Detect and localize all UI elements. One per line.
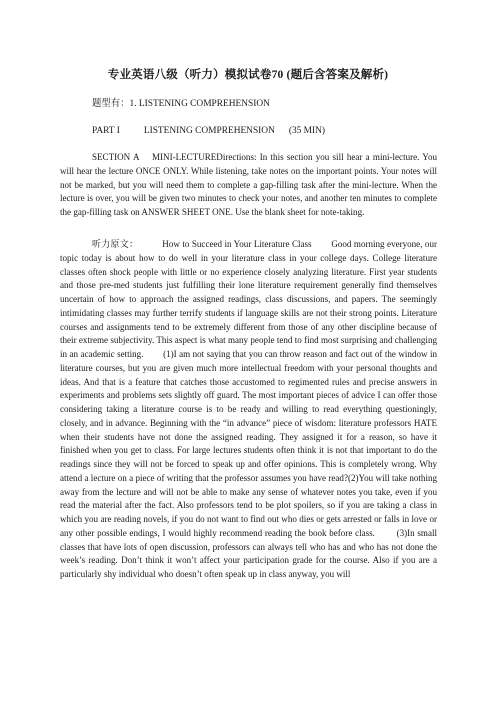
part-heading <box>92 124 325 138</box>
question-type-label: 题型有： <box>92 99 130 109</box>
transcript-body: Good morning everyone, our topic today is about how to do well in your literature class in your college days. College literature classes often shock people with little or no experience closely analyzing literature. First year students and those pre-med students just fulfilling their lone literature requirement generally find themselves uncertain of how to approach the assigned readings, class discussions, and papers. The seemingly intimidating classes may further terrify students if language skills are not their strong points. Literature courses and assignments tend to be extremely different from those of any other discipline because of their extreme subjectivity. This aspect is what many people tend to find most surprising and challenging in an academic setting. (1)I am not saying that you can throw reason and fact out of the window in literature courses, but you are given much more intellectual freedom with your personal thoughts and ideas. And that is a feature that catches those accustomed to regimented rules and precise answers in experiments and problems sets slightly off guard. The most important pieces of advice I can offer those considering taking a literature course is to be ready and willing to read everything questioningly, closely, and in advance. Beginning with the “in advance” piece of wisdom: literature professors HATE when their students have not done the assigned reading. They assigned it for a reason, so have it finished when you get to class. For large lectures students often think it is not that important to do the readings since they will not be forced to speak up and offer opinions. This is completely wrong. Why attend a lecture on a piece of writing that the professor assumes you have read?(2)You will take nothing away from the lecture and will not be able to make any sense of whatever notes you take, even if you read the material after the fact. Also professors tend to be plot spoilers, so if you are taking a class in which you are reading novels, if you do not want to find out who dies or gets arrested or falls in love or any other possible endings, I would highly recommend reading the book before class. (3)In small classes that have lots of open discussion, professors can always tell who has and who has not done the week’s reading. Don’t think it won’t affect your participation grade for the course. Also if you are a particularly shy individual who doesn’t often speak up in class anyway, you will <box>60 239 440 579</box>
question-type-value: 1. LISTENING COMPREHENSION <box>129 99 270 109</box>
section-directions: SECTION A MINI-LECTUREDirections: In this section you sill hear a mini-lecture. You will hear the lecture ONCE ONLY. While listening, take notes on the important points. Your notes will not be marked, but you will need them to complete a gap-filling task after the mini-lecture. When the lecture is over, you will be given two minutes to check your notes, and another ten minutes to complete the gap-filling task on ANSWER SHEET ONE. Use the blank sheet for note-taking. <box>60 152 440 217</box>
part-title: LISTENING COMPREHENSION <box>143 126 275 136</box>
question-type-line <box>92 97 270 111</box>
transcript-title: How to Succeed in Your Literature Class <box>162 239 312 249</box>
transcript-paragraph <box>60 238 440 582</box>
part-label: PART I <box>92 126 120 136</box>
document-title: 专业英语八级（听力）模拟试卷70 (题后含答案及解析) <box>107 69 389 81</box>
part-time: (35 MIN) <box>288 126 326 136</box>
transcript-label: 听力原文： <box>92 239 139 249</box>
